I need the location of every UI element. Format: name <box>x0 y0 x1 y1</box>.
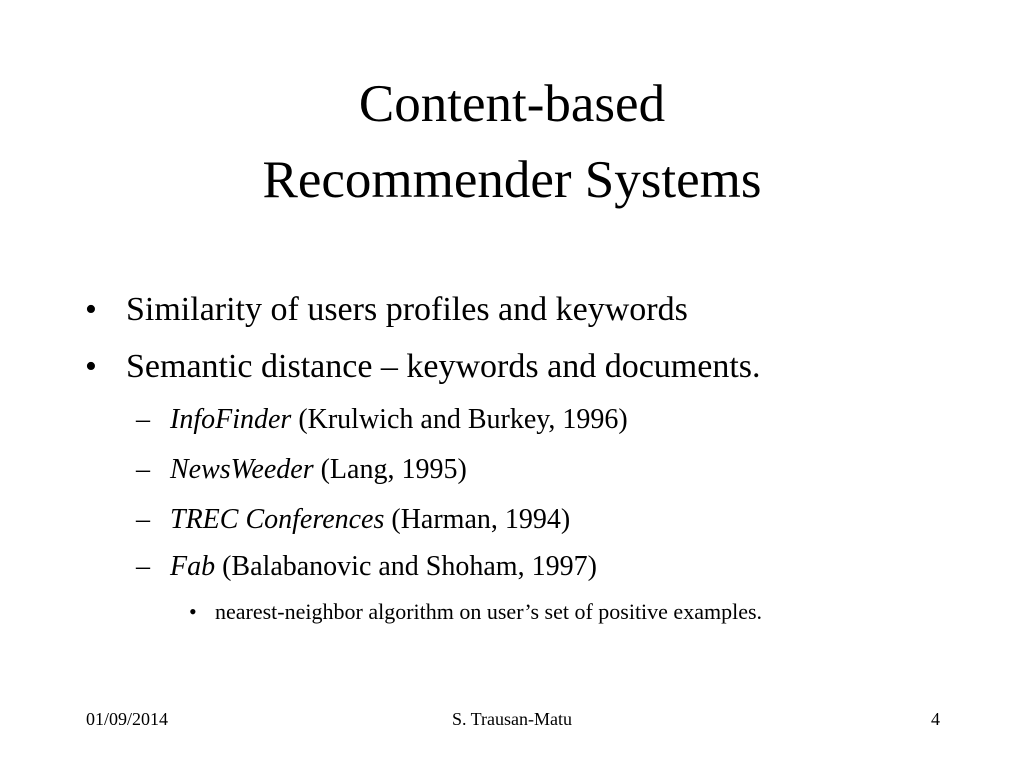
sub-bullet-text <box>170 503 570 537</box>
sub-bullet-marker: – <box>136 404 150 435</box>
sub-bullet-text <box>170 550 597 584</box>
bullet-marker: • <box>85 348 97 385</box>
citation: (Balabanovic and Shoham, 1997) <box>215 551 597 582</box>
citation: (Krulwich and Burkey, 1996) <box>291 404 628 435</box>
footer-page-number: 4 <box>931 709 940 729</box>
sub-bullet-marker: – <box>136 551 150 582</box>
sub-bullet-text <box>170 403 628 437</box>
bullet-text: Semantic distance – keywords and documents. <box>126 348 761 385</box>
sub-sub-bullet-text: nearest-neighbor algorithm on user’s set of positive examples. <box>215 599 763 624</box>
citation: (Harman, 1994) <box>384 504 571 535</box>
system-name: NewsWeeder <box>170 454 314 485</box>
system-name: Fab <box>170 551 216 582</box>
sub-bullet-text <box>170 453 467 487</box>
citation: (Lang, 1995) <box>313 454 467 485</box>
slide-title-line-2: Recommender Systems <box>262 151 762 209</box>
sub-bullet-marker: – <box>136 504 150 535</box>
bullet-text: Similarity of users profiles and keywords <box>126 291 688 328</box>
sub-bullet-marker: – <box>136 454 150 485</box>
system-name: TREC Conferences <box>170 504 385 535</box>
bullet-marker: • <box>85 291 97 328</box>
footer-date: 01/09/2014 <box>86 709 169 729</box>
footer-author: S. Trausan-Matu <box>451 709 572 729</box>
slide-title-line-1: Content-based <box>358 75 666 133</box>
sub-sub-bullet-marker: • <box>189 599 197 624</box>
system-name: InfoFinder <box>170 404 292 435</box>
